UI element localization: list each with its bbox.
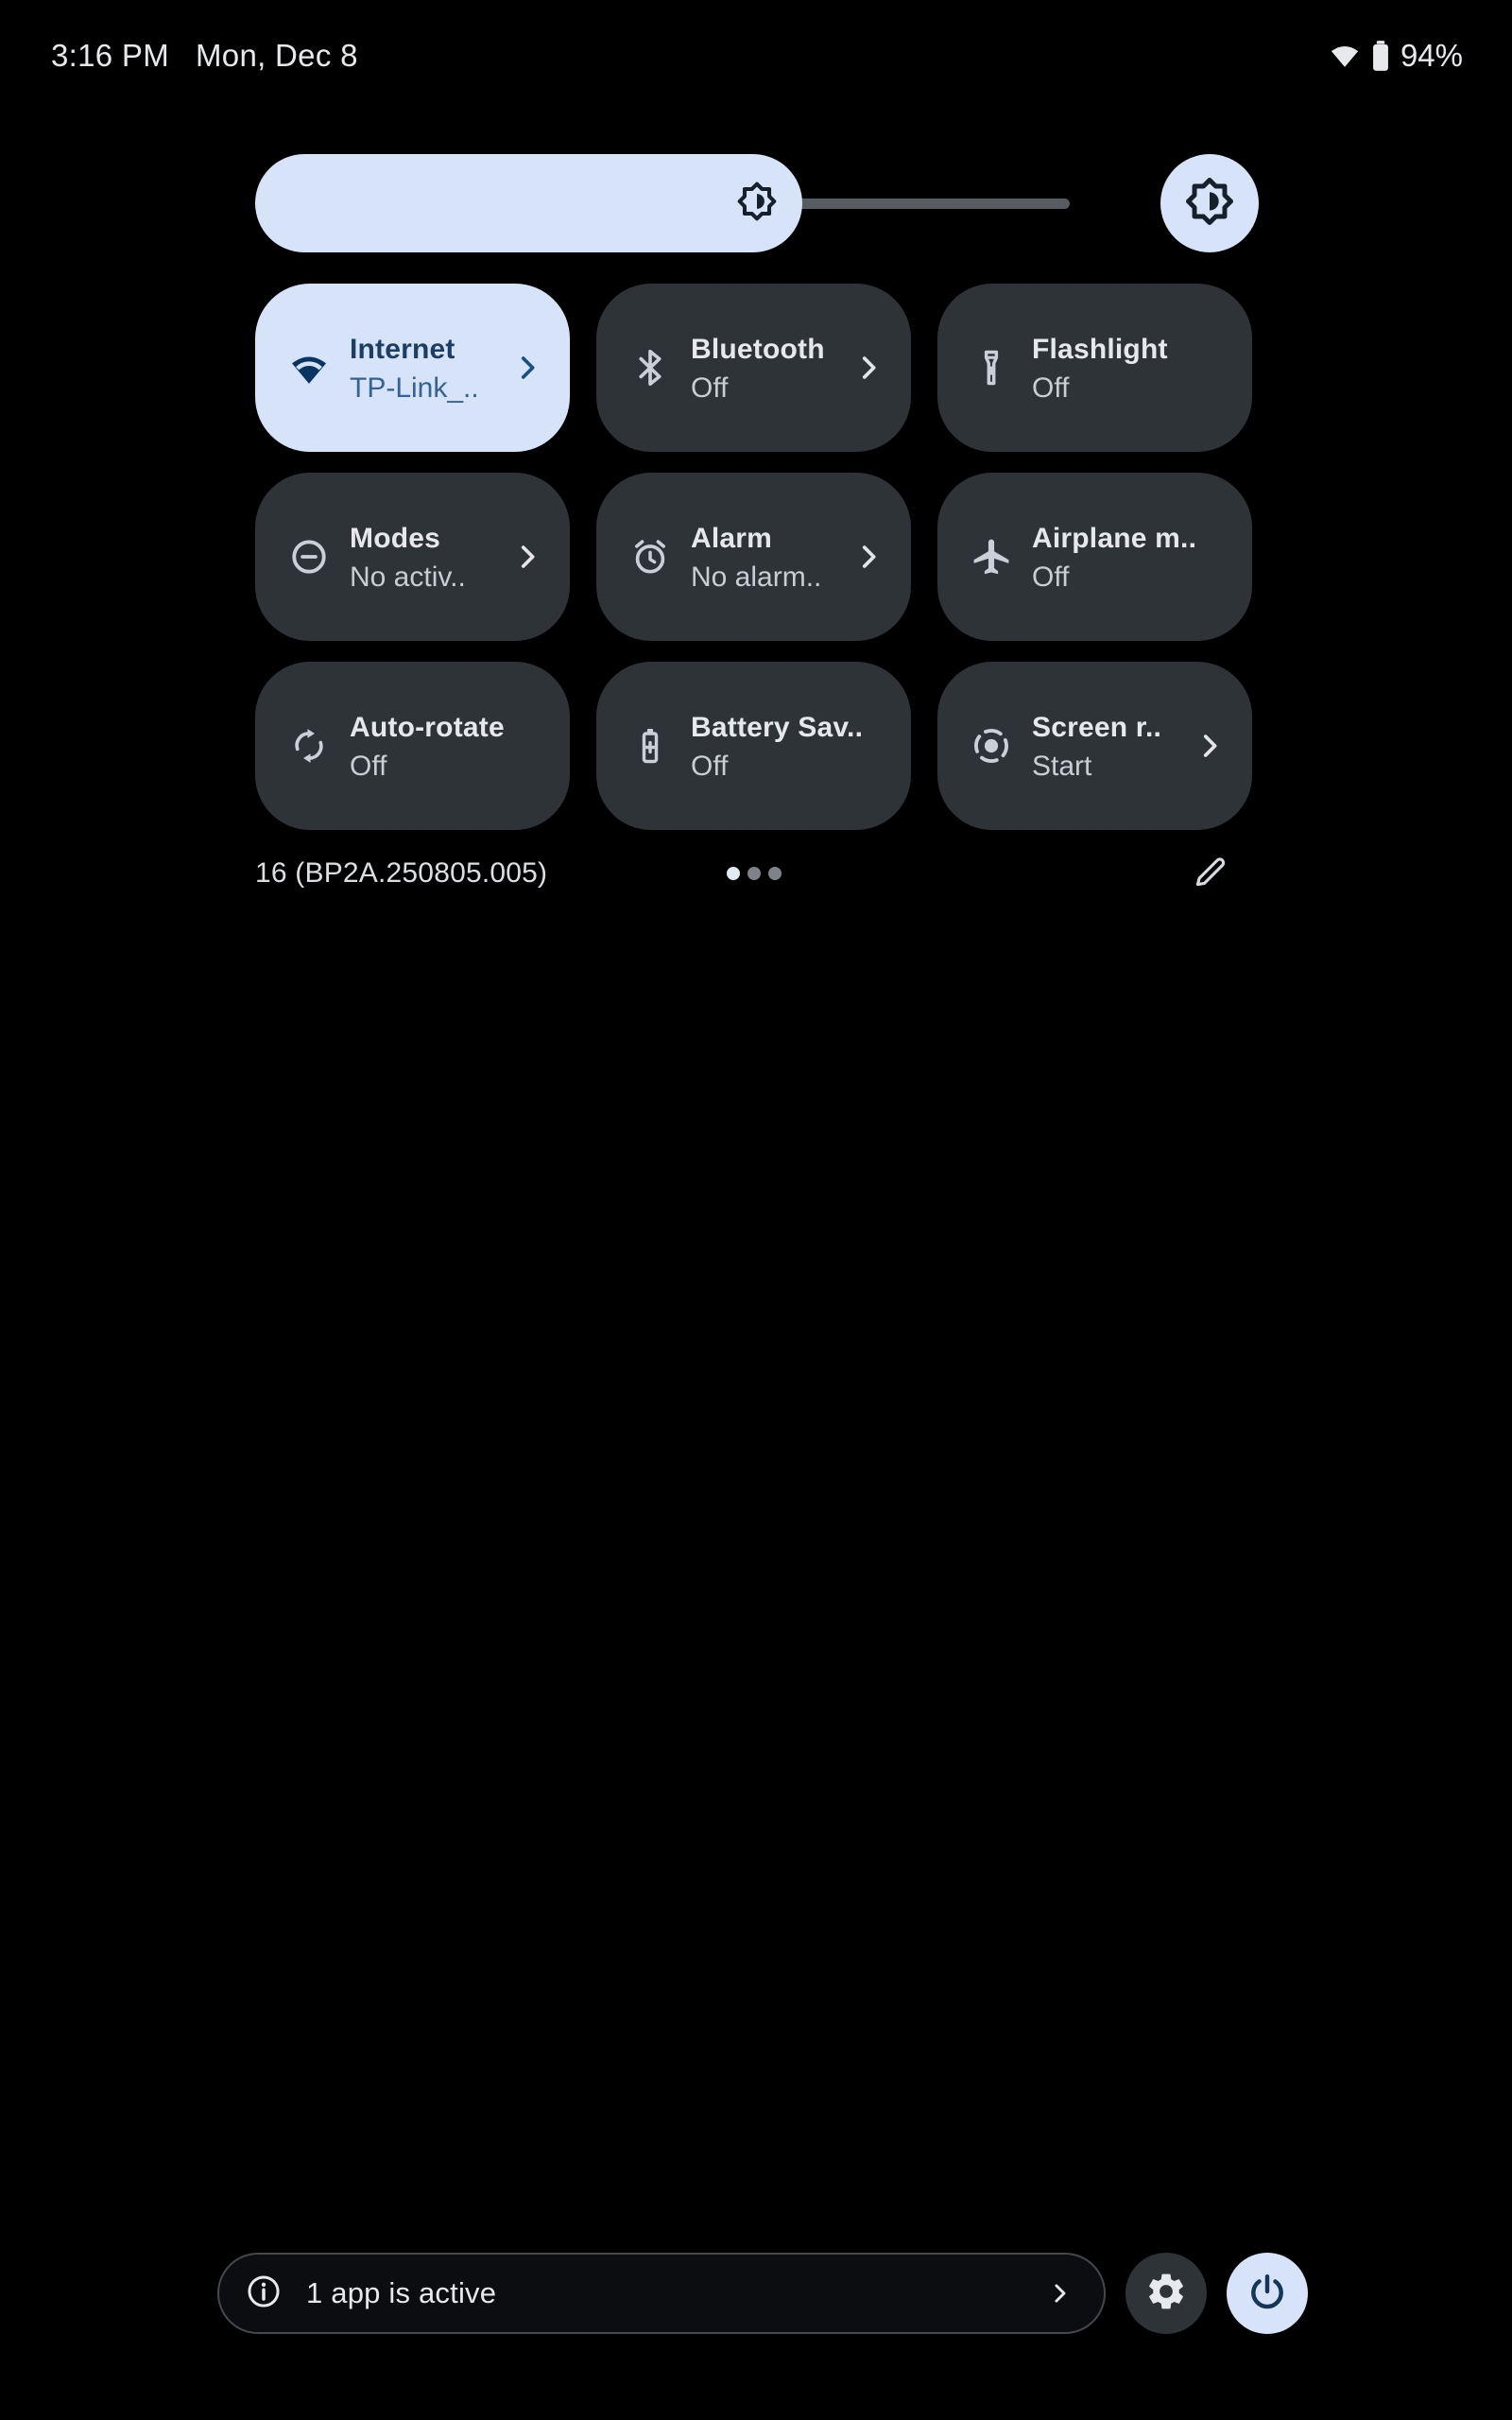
info-icon [244, 2272, 284, 2316]
brightness-fill [255, 154, 802, 252]
battery-percent-label: 94% [1400, 38, 1463, 73]
qs-tile-airplane-mode[interactable] [937, 473, 1252, 641]
tile-sublabel: Off [691, 372, 729, 404]
quick-settings-tiles [255, 284, 1252, 830]
tile-label: Flashlight [1032, 333, 1168, 365]
settings-button[interactable] [1125, 2253, 1207, 2334]
auto-rotate-icon [287, 724, 331, 768]
pencil-icon [1190, 851, 1231, 897]
tile-label: Internet [350, 333, 455, 365]
qs-tile-auto-rotate[interactable] [255, 662, 570, 830]
tile-sublabel: No alarm.. [691, 561, 822, 593]
chevron-right-icon [511, 541, 543, 573]
bottom-bar [217, 2253, 1308, 2334]
qs-tile-internet[interactable] [255, 284, 570, 452]
alarm-icon [628, 535, 672, 579]
chevron-right-icon [852, 352, 885, 384]
qs-tile-flashlight[interactable] [937, 284, 1252, 452]
status-time: 3:16 PM [51, 38, 169, 73]
tile-label: Battery Sav.. [691, 711, 864, 743]
screen-record-icon [970, 724, 1013, 768]
tile-sublabel: Off [691, 750, 729, 782]
build-number-label: 16 (BP2A.250805.005) [255, 857, 548, 889]
chevron-right-icon [1045, 2279, 1074, 2308]
tile-sublabel: Off [1032, 372, 1070, 404]
tile-sublabel: No activ.. [350, 561, 466, 593]
tile-sublabel: Off [350, 750, 387, 782]
qs-tile-modes[interactable] [255, 473, 570, 641]
qs-tile-alarm[interactable] [596, 473, 911, 641]
wifi-icon [287, 346, 331, 389]
page-dot-active [727, 867, 740, 880]
battery-saver-icon [628, 724, 672, 768]
tile-label: Bluetooth [691, 333, 825, 365]
tile-label: Modes [350, 522, 441, 554]
status-date: Mon, Dec 8 [196, 38, 358, 73]
qs-tile-battery-saver[interactable] [596, 662, 911, 830]
tile-label: Alarm [691, 522, 773, 554]
auto-brightness-icon [1184, 176, 1235, 232]
quick-settings-footer [255, 847, 1252, 900]
chevron-right-icon [511, 352, 543, 384]
active-apps-pill[interactable] [217, 2253, 1106, 2334]
airplane-icon [970, 535, 1013, 579]
page-indicator [727, 867, 782, 880]
do-not-disturb-icon [287, 535, 331, 579]
edit-tiles-button[interactable] [1190, 851, 1231, 897]
bluetooth-icon [628, 346, 672, 389]
qs-tile-bluetooth[interactable] [596, 284, 911, 452]
tile-sublabel: Start [1032, 750, 1092, 782]
page-dot [768, 867, 782, 880]
power-icon [1246, 2271, 1288, 2317]
wifi-status-icon [1329, 40, 1361, 72]
active-apps-label: 1 app is active [306, 2276, 497, 2309]
gear-icon [1144, 2270, 1188, 2318]
tile-sublabel: TP-Link_.. [350, 372, 479, 404]
chevron-right-icon [1194, 730, 1226, 762]
power-button[interactable] [1227, 2253, 1308, 2334]
battery-status-icon [1371, 40, 1390, 72]
tile-label: Auto-rotate [350, 711, 505, 743]
page-dot [747, 867, 761, 880]
status-right-icons [1329, 38, 1463, 74]
brightness-row [255, 154, 1259, 252]
flashlight-icon [970, 346, 1013, 389]
tile-sublabel: Off [1032, 561, 1070, 593]
brightness-medium-icon [736, 181, 778, 227]
tile-label: Airplane m.. [1032, 522, 1197, 554]
tile-label: Screen r.. [1032, 711, 1162, 743]
brightness-slider[interactable] [255, 154, 1072, 252]
status-bar [51, 34, 1463, 78]
auto-brightness-button[interactable] [1160, 154, 1259, 252]
chevron-right-icon [852, 541, 885, 573]
qs-tile-screen-record[interactable] [937, 662, 1252, 830]
